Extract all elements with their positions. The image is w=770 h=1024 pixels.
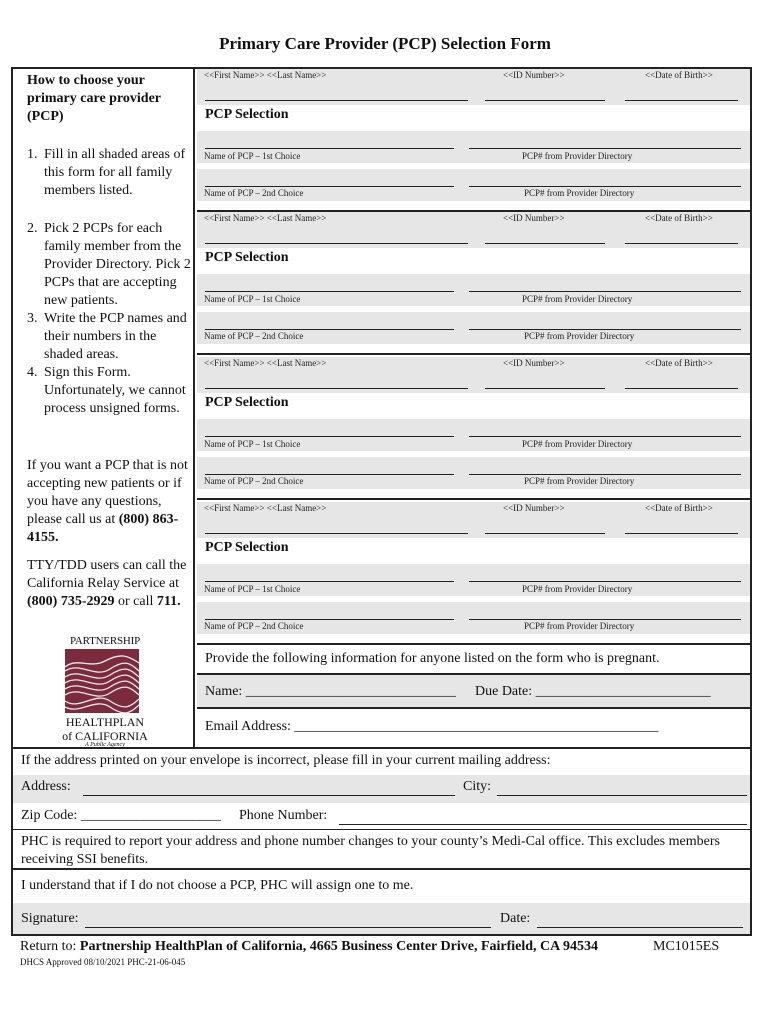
- logo-text-california: of CALIFORNIA: [62, 729, 148, 743]
- member-id-field[interactable]: [485, 243, 605, 244]
- pcp-choice1-name-field[interactable]: [205, 581, 454, 582]
- address-label: Address:: [21, 779, 71, 794]
- date-label: Date:: [500, 911, 531, 926]
- step-number: 3.: [27, 311, 38, 326]
- member-dob-field[interactable]: [625, 388, 738, 389]
- pcp-choice2-label: Name of PCP – 2nd Choice: [204, 331, 304, 341]
- member-block-3: [197, 357, 750, 500]
- pcp-choice1-label: Name of PCP – 1st Choice: [204, 584, 301, 594]
- due-date-field[interactable]: Due Date: _________________________: [475, 684, 711, 699]
- member-id-field[interactable]: [485, 533, 605, 534]
- pcp-choice2-number-field[interactable]: [469, 619, 741, 620]
- pcp-choice2-name-field[interactable]: [205, 186, 454, 187]
- pcp-selection-title: PCP Selection: [205, 107, 289, 122]
- pcp-assignment-statement: I understand that if I do not choose a PCP, PHC will assign one to me.: [21, 878, 414, 893]
- phone-label: Phone Number:: [239, 808, 328, 823]
- pcp-choice1-number-field[interactable]: [469, 436, 741, 437]
- help-text: [27, 457, 197, 547]
- pcp-choice2-name-field[interactable]: [205, 329, 454, 330]
- step-text: Write the PCP names and their numbers in the shaded areas.: [44, 311, 187, 362]
- pcp-number-label: PCP# from Provider Directory: [524, 188, 635, 198]
- pcp-choice2-label: Name of PCP – 2nd Choice: [204, 476, 304, 486]
- member-block-2: [197, 212, 750, 355]
- pcp-choice1-label: Name of PCP – 1st Choice: [204, 439, 301, 449]
- help-phone: (800) 863-4155.: [27, 512, 179, 545]
- member-name-label: <<First Name>> <<Last Name>>: [204, 358, 327, 368]
- address-change-notice: PHC is required to report your address and phone number changes to your county’s Medi-Cal office. This excludes members receiving SSI benefits.: [21, 834, 720, 867]
- pcp-choice1-label: Name of PCP – 1st Choice: [204, 151, 301, 161]
- pcp-number-label: PCP# from Provider Directory: [522, 294, 633, 304]
- pcp-selection-title: PCP Selection: [205, 250, 289, 265]
- tty-text: [27, 557, 197, 611]
- email-field[interactable]: Email Address: ____________________________________________________: [205, 719, 659, 734]
- member-name-field[interactable]: [205, 388, 468, 389]
- pcp-choice2-label: Name of PCP – 2nd Choice: [204, 621, 304, 631]
- zip-code-field[interactable]: Zip Code: ____________________: [21, 808, 221, 823]
- pcp-choice2-number-field[interactable]: [469, 186, 741, 187]
- member-block-4: [197, 502, 750, 645]
- step-text: Sign this Form. Unfortunately, we cannot process unsigned forms.: [44, 365, 186, 416]
- pcp-choice2-number-field[interactable]: [469, 474, 741, 475]
- address-field[interactable]: [83, 795, 455, 796]
- date-field[interactable]: [537, 927, 743, 928]
- return-prefix: Return to:: [20, 939, 77, 954]
- member-name-field[interactable]: [205, 100, 468, 101]
- pcp-choice1-name-field[interactable]: [205, 148, 454, 149]
- pregnancy-instruction: Provide the following information for anyone listed on the form who is pregnant.: [205, 651, 660, 666]
- address-row: [11, 775, 752, 803]
- member-id-field[interactable]: [485, 100, 605, 101]
- logo-text-agency: A Public Agency: [85, 742, 125, 748]
- return-address-text: Partnership HealthPlan of California, 4665 Business Center Drive, Fairfield, CA 94534: [79, 939, 598, 954]
- member-id-field[interactable]: [485, 388, 605, 389]
- member-dob-label: <<Date of Birth>>: [645, 70, 713, 80]
- help-message: If you want a PCP that is not accepting new patients or if you have any questions, please call us at: [27, 458, 188, 527]
- instructions-heading: How to choose your primary care provider (PCP): [27, 73, 161, 124]
- tty-phone: (800) 735-2929: [27, 594, 115, 609]
- member-id-label: <<ID Number>>: [503, 358, 565, 368]
- step-number: 2.: [27, 221, 38, 236]
- step-number: 4.: [27, 365, 38, 380]
- tty-or: or call: [118, 594, 154, 609]
- city-field[interactable]: [497, 795, 747, 796]
- pcp-selection-title: PCP Selection: [205, 540, 289, 555]
- signature-label: Signature:: [21, 911, 79, 926]
- member-dob-label: <<Date of Birth>>: [645, 213, 713, 223]
- pregnant-name-field[interactable]: Name: ______________________________: [205, 684, 456, 699]
- member-id-label: <<ID Number>>: [503, 213, 565, 223]
- pcp-choice1-number-field[interactable]: [469, 148, 741, 149]
- pcp-number-label: PCP# from Provider Directory: [522, 584, 633, 594]
- member-dob-field[interactable]: [625, 243, 738, 244]
- pcp-choice2-name-field[interactable]: [205, 619, 454, 620]
- logo-emblem-icon: [65, 649, 139, 713]
- member-block-1: [197, 69, 750, 212]
- pregnancy-name-row: [197, 675, 750, 709]
- step-number: 1.: [27, 147, 38, 162]
- pcp-number-label: PCP# from Provider Directory: [522, 439, 633, 449]
- zip-phone-row: [11, 803, 752, 830]
- signature-field[interactable]: [85, 927, 491, 928]
- logo-text-healthplan: HEALTHPLAN: [65, 715, 145, 729]
- phone-field[interactable]: [339, 824, 747, 825]
- member-name-label: <<First Name>> <<Last Name>>: [204, 213, 327, 223]
- member-id-label: <<ID Number>>: [503, 503, 565, 513]
- pcp-choice1-name-field[interactable]: [205, 291, 454, 292]
- pcp-number-label: PCP# from Provider Directory: [524, 331, 635, 341]
- tty-message: TTY/TDD users can call the California Relay Service at: [27, 558, 187, 591]
- pcp-number-label: PCP# from Provider Directory: [524, 621, 635, 631]
- address-instruction: If the address printed on your envelope is incorrect, please fill in your current mailing address:: [21, 753, 551, 768]
- form-title: Primary Care Provider (PCP) Selection Form: [219, 34, 551, 53]
- pcp-choice1-label: Name of PCP – 1st Choice: [204, 294, 301, 304]
- notice-row: [11, 830, 752, 870]
- tty-short-number: 711.: [156, 594, 181, 609]
- logo-text-top: PARTNERSHIP: [69, 635, 141, 647]
- pcp-choice1-number-field[interactable]: [469, 291, 741, 292]
- pcp-choice1-name-field[interactable]: [205, 436, 454, 437]
- pregnancy-instruction-row: [197, 647, 750, 675]
- return-address: [20, 939, 598, 955]
- member-dob-field[interactable]: [625, 533, 738, 534]
- member-name-field[interactable]: [205, 243, 468, 244]
- step-text: Fill in all shaded areas of this form for all family members listed.: [44, 147, 186, 198]
- email-row: [197, 709, 750, 747]
- pcp-selection-title: PCP Selection: [205, 395, 289, 410]
- pcp-choice2-name-field[interactable]: [205, 474, 454, 475]
- pcp-number-label: PCP# from Provider Directory: [524, 476, 635, 486]
- member-name-label: <<First Name>> <<Last Name>>: [204, 70, 327, 80]
- address-instruction-row: [11, 749, 752, 775]
- approval-text: DHCS Approved 08/10/2021 PHC-21-06-045: [20, 957, 186, 967]
- member-dob-label: <<Date of Birth>>: [645, 503, 713, 513]
- member-id-label: <<ID Number>>: [503, 70, 565, 80]
- member-dob-field[interactable]: [625, 100, 738, 101]
- form-code: MC1015ES: [653, 939, 720, 954]
- city-label: City:: [463, 779, 492, 794]
- pcp-choice2-number-field[interactable]: [469, 329, 741, 330]
- pcp-number-label: PCP# from Provider Directory: [522, 151, 633, 161]
- signature-row: [11, 903, 752, 936]
- member-dob-label: <<Date of Birth>>: [645, 358, 713, 368]
- phc-logo: [60, 635, 150, 750]
- understand-row: [11, 870, 752, 903]
- member-name-field[interactable]: [205, 533, 468, 534]
- member-name-label: <<First Name>> <<Last Name>>: [204, 503, 327, 513]
- pcp-choice2-label: Name of PCP – 2nd Choice: [204, 188, 304, 198]
- pcp-choice1-number-field[interactable]: [469, 581, 741, 582]
- step-text: Pick 2 PCPs for each family member from the Provider Directory. Pick 2 PCPs that are accepting new patients.: [44, 221, 191, 308]
